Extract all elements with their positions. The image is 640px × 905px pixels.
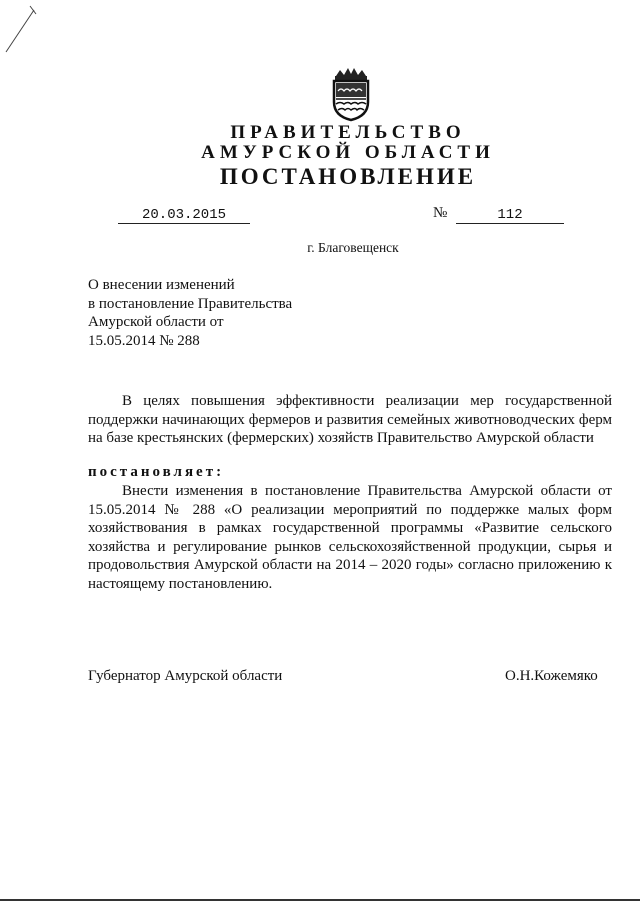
subject-line: 15.05.2014 № 288	[88, 332, 200, 349]
signature-name: О.Н.Кожемяко	[505, 668, 598, 684]
document-subject	[88, 276, 292, 350]
coat-of-arms-icon	[326, 66, 376, 122]
page-bottom-edge	[0, 899, 640, 901]
government-name-line1: ПРАВИТЕЛЬСТВО	[230, 122, 466, 143]
subject-line: Амурской области от	[88, 314, 224, 330]
preamble-paragraph: В целях повышения эффективности реализации мер государственной поддержки начинающих фермеров и развития семейных животноводческих ферм на базе крестьянских (фермерских) хозяйств Правительство Амурской области	[88, 393, 612, 446]
document-date: 20.03.2015	[118, 207, 250, 224]
document-city: г. Благовещенск	[307, 240, 399, 255]
corner-slash-mark	[0, 0, 44, 70]
document-number: 112	[456, 207, 564, 224]
document-title: ПОСТАНОВЛЕНИЕ	[219, 164, 477, 189]
government-name-line2: АМУРСКОЙ ОБЛАСТИ	[201, 142, 495, 163]
resolve-word: постановляет:	[88, 464, 225, 480]
subject-line: в постановление Правительства	[88, 295, 293, 312]
signature-role: Губернатор Амурской области	[88, 668, 283, 684]
subject-line: О внесении изменений	[88, 277, 235, 293]
number-label: №	[433, 205, 448, 221]
resolution-paragraph: Внести изменения в постановление Правительства Амурской области от 15.05.2014 № 288 «О реализации мероприятий по поддержке малых форм хозяйствования в рамках государственной программы «Развитие сельского хозяйства и регулирование рынков сельскохозяйственной продукции, сырья и продовольствия Амурской области на 2014 – 2020 годы» согласно приложению к настоящему постановлению.	[88, 483, 612, 592]
